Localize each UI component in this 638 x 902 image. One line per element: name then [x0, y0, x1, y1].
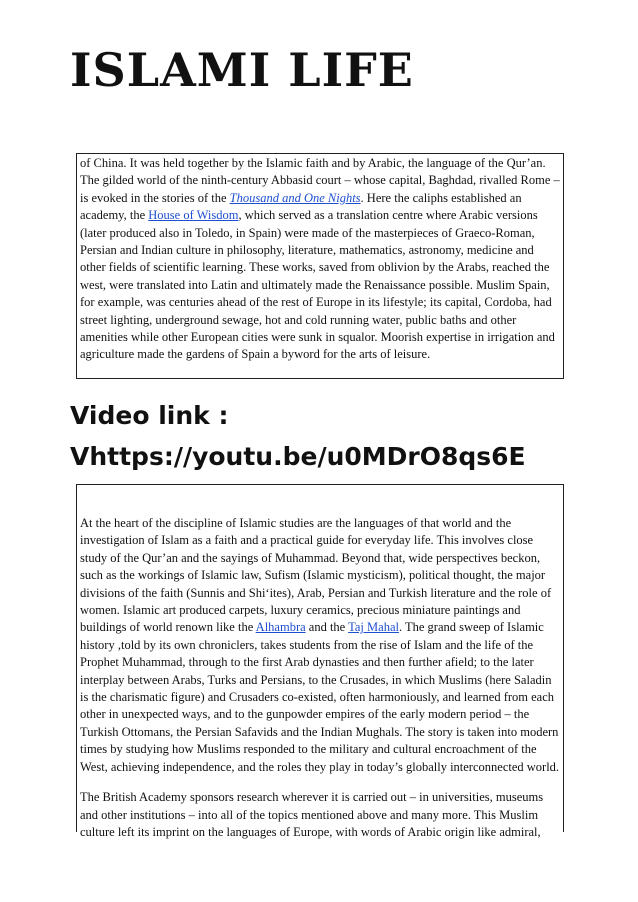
thousand-and-one-nights-link[interactable]: Thousand and One Nights: [229, 190, 361, 205]
islamic-studies-paragraph: [80, 515, 560, 776]
british-academy-paragraph: The British Academy sponsors research wherever it is carried out – in universities, museums and other institutions – into all of the topics mentioned above and many more. This Muslim culture left its imprint on the languages of Europe, with words of Arabic origin like admiral,: [80, 790, 544, 839]
history-text-part-3: , which served as a translation centre where Arabic versions (later produced also in Toledo, in Spain) were made of the masterpieces of Graeco-Roman, Persian and Indian culture in philosophy, literature, mathematics, astronomy, medicine and other fields of scientific learning. These works, saved from oblivion by the Arabs, reached the west, were translated into Latin and ultimately made the Renaissance possible. Muslim Spain, for example, was centuries ahead of the rest of Europe in its lifestyle; its capital, Cordoba, had street lighting, underground sewage, hot and cold running water, public baths and other amenities while other European cities were sunk in squalor. Moorish expertise in irrigation and agriculture made the gardens of Spain a byword for the arts of leisure.: [80, 208, 555, 362]
taj-mahal-link[interactable]: Taj Mahal: [348, 620, 399, 635]
history-text-part-1: of China. It was held together by the Islamic faith and by Arabic, the language of the Qur’an. The gilded world of the ninth-century Abbasid court – whose capital, Baghdad, rivalled Rome – is evoked in the stories of the: [80, 156, 560, 205]
history-paragraph: [80, 155, 560, 364]
video-link-block: [70, 395, 526, 477]
page-title: ISLAMI LIFE: [70, 43, 414, 97]
studies-text-part-3: . The grand sweep of Islamic history ,told by its own chroniclers, takes students from the rise of Islam and the life of the Prophet Muhammad, through to the first Arab dynasties and then further afield; to the later interplay between Arabs, Turks and Persians, to the Crusades, in which Muslims (here Saladin is the charismatic figure) and Crusaders co-existed, often harmoniously, and learned from each other in unexpected ways, and to the gunpowder empires of the early modern period – the Turkish Ottomans, the Persian Safavids and the Indian Mughals. The story is taken into modern times by studying how Muslims responded to the military and cultural encroachment of the West, achieving independence, and the roles they play in today’s globally interconnected world.: [80, 620, 560, 774]
house-of-wisdom-link[interactable]: House of Wisdom: [148, 208, 239, 223]
video-link-label: Video link :: [70, 401, 229, 430]
studies-text-part-2: and the: [305, 620, 349, 635]
text-box-islamic-studies: [76, 484, 564, 839]
studies-text-part-1: At the heart of the discipline of Islamic studies are the languages of that world and the investigation of Islam as a faith and a practical guide for everyday life. This involves close study of the Qur’an and the sayings of Muhammad. Beyond that, wide perspectives beckon, such as the workings of Islamic law, Sufism (Islamic mysticism), political thought, the major divisions of the faith (Sunnis and Shi‘ites), Arab, Persian and Turkish literature and the role of women. Islamic art produced carpets, luxury ceramics, precious miniature paintings and buildings of world renown like the: [80, 516, 552, 635]
alhambra-link[interactable]: Alhambra: [255, 620, 306, 635]
text-box-history: [76, 153, 564, 379]
history-text-part-2: . Here the caliphs established an academy, the: [80, 190, 522, 223]
video-link-url[interactable]: Vhttps://youtu.be/u0MDrO8qs6E: [70, 442, 526, 471]
